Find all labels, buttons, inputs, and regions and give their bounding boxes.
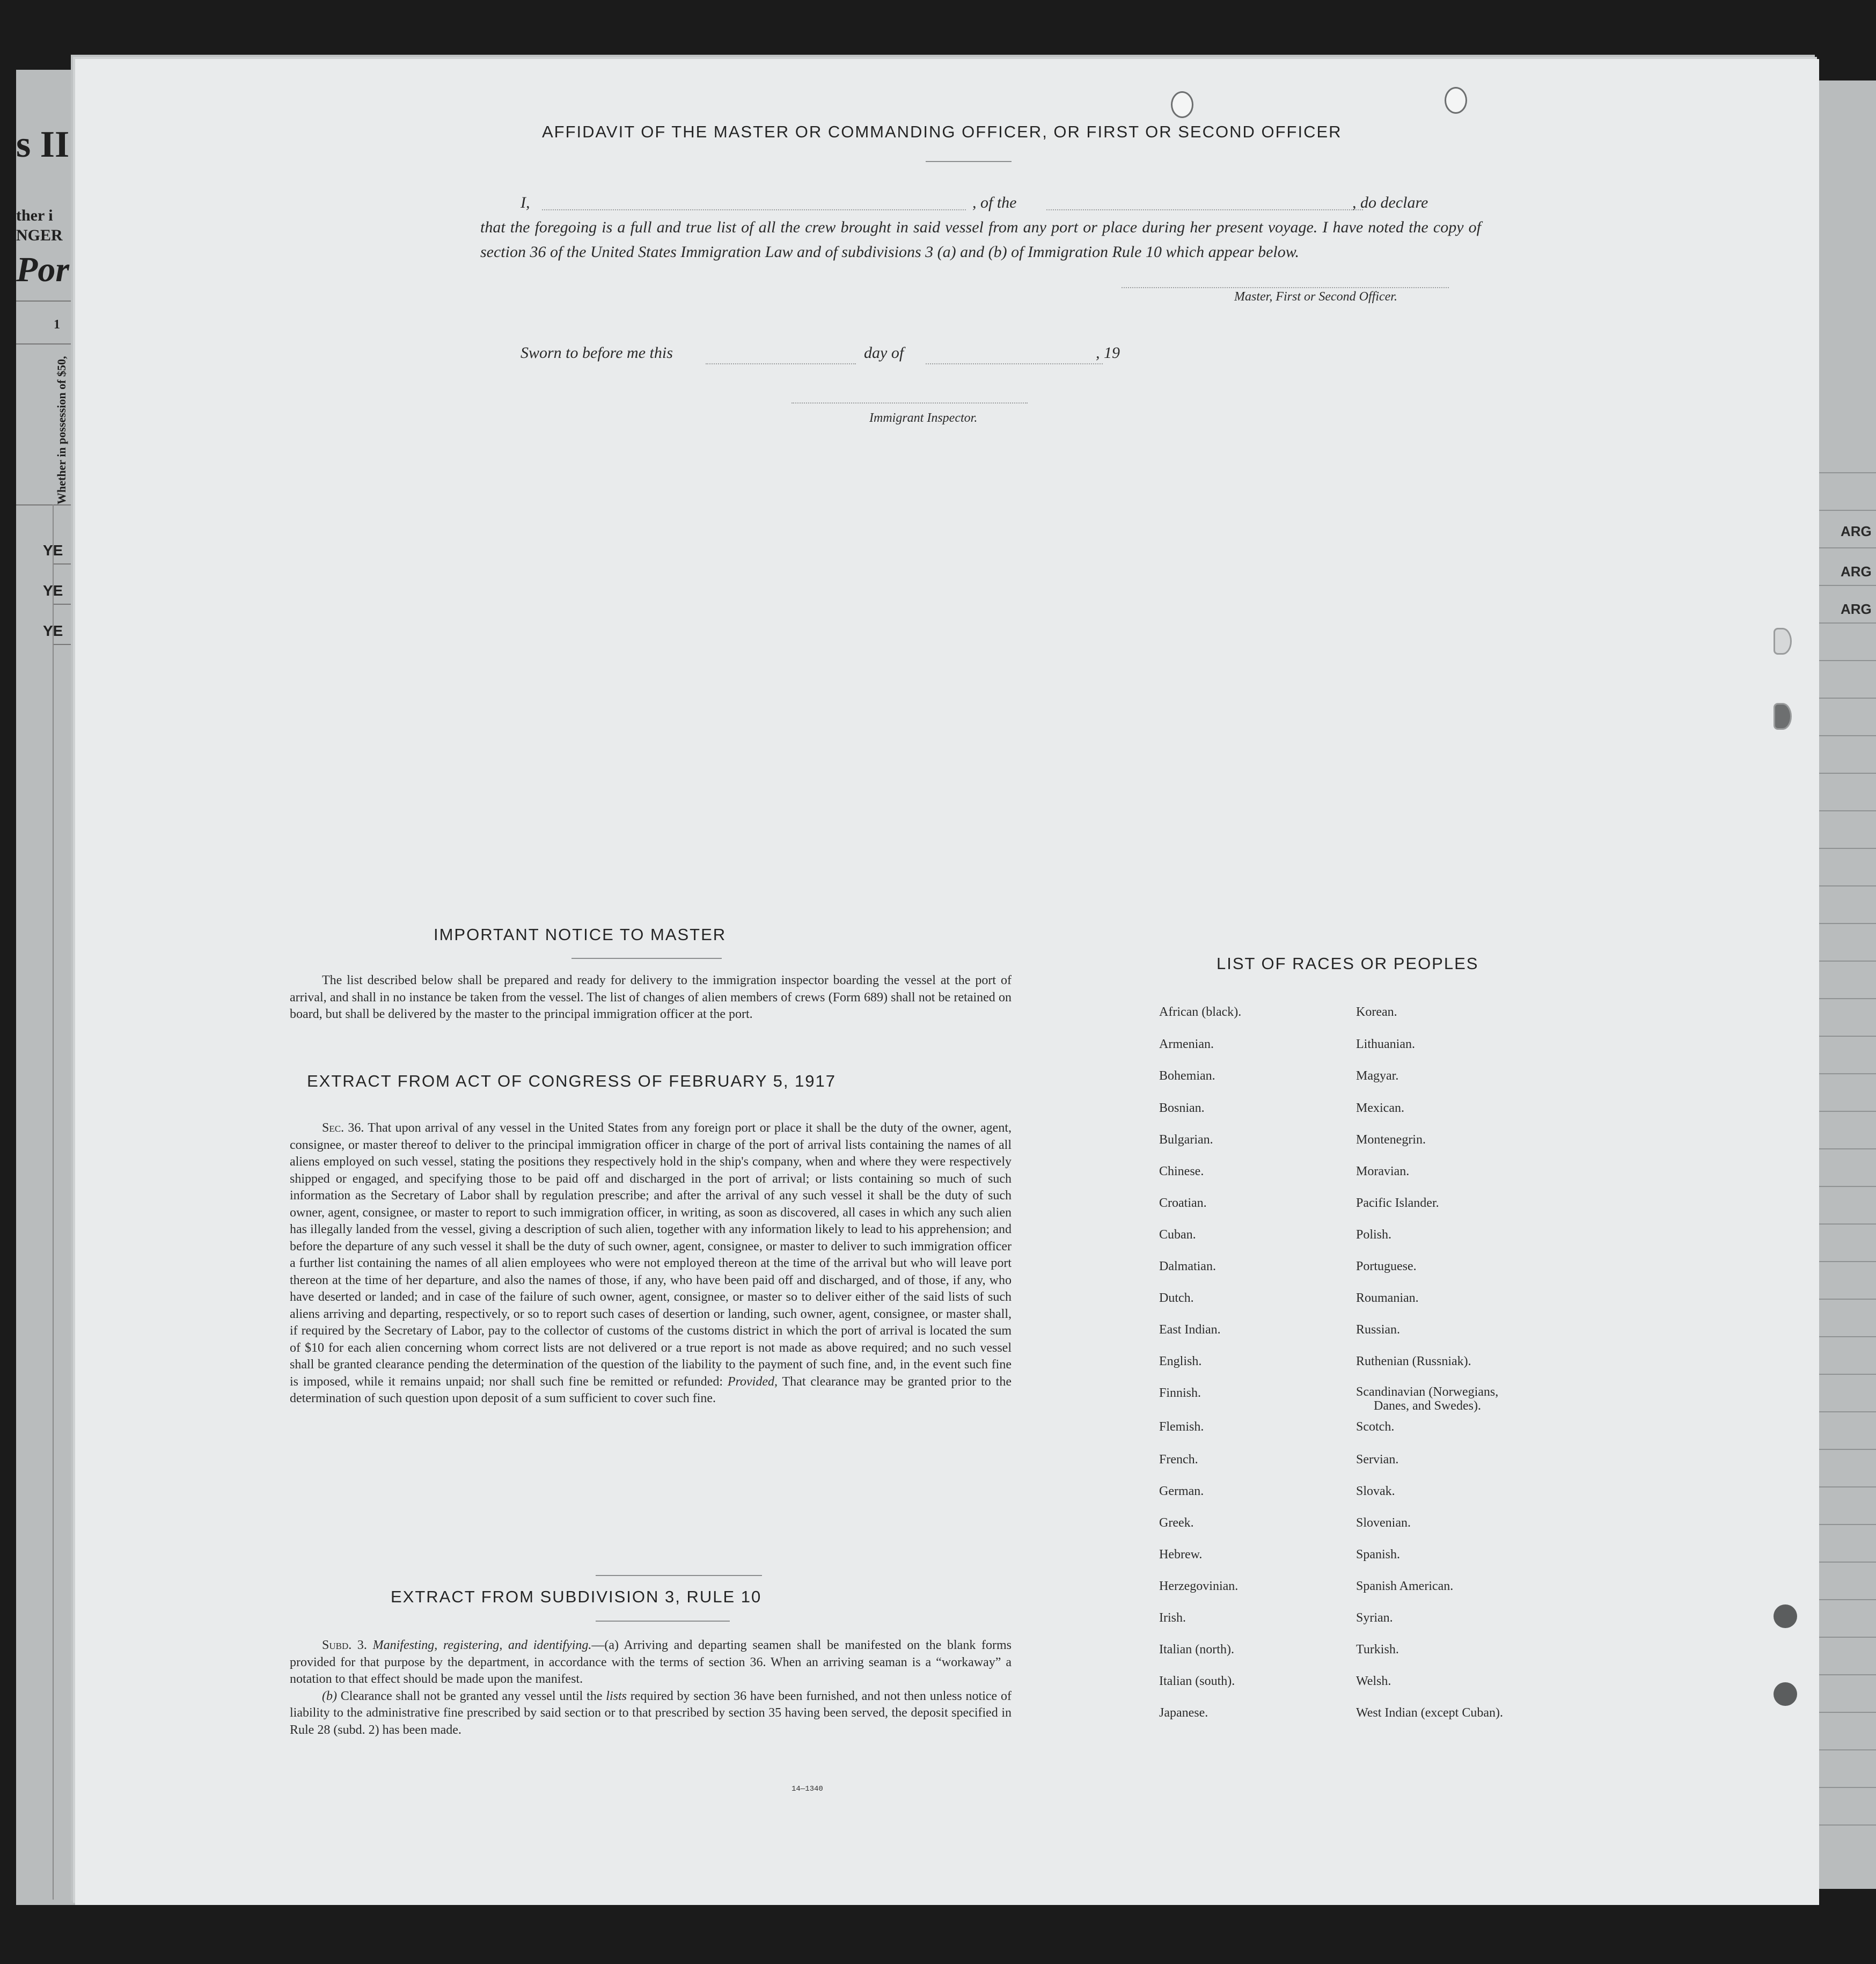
race-item: East Indian. (1159, 1323, 1221, 1337)
race-item: Korean. (1356, 1005, 1397, 1019)
race-item: French. (1159, 1453, 1198, 1467)
race-item: Portuguese. (1356, 1259, 1417, 1273)
race-item: Italian (north). (1159, 1643, 1234, 1657)
race-item: Polish. (1356, 1228, 1392, 1242)
race-item: Lithuanian. (1356, 1037, 1415, 1051)
act-text (290, 1120, 1012, 1408)
bg-fragment: NGER (16, 226, 63, 244)
subd-a-text: Arriving and departing seamen shall be manifested on the blank forms provided for that purpose by the department, in accordance with the terms of section 36. When an arriving seaman is a “workaway” a notation to that effect should be made upon the manifest. (290, 1638, 1012, 1686)
race-item: Slovak. (1356, 1484, 1395, 1498)
affidavit-heading: AFFIDAVIT OF THE MASTER OR COMMANDING OFFICER, OR FIRST OR SECOND OFFICER (542, 122, 1342, 141)
race-item: Bulgarian. (1159, 1133, 1213, 1147)
bg-fragment: 1 (54, 318, 60, 332)
subd-b-lists: lists (606, 1689, 627, 1703)
rule-heading: EXTRACT FROM SUBDIVISION 3, RULE 10 (391, 1587, 762, 1606)
race-item: West Indian (except Cuban). (1356, 1706, 1503, 1720)
race-item: German. (1159, 1484, 1204, 1498)
race-item: Mexican. (1356, 1101, 1404, 1115)
bg-fragment: YE (43, 622, 63, 639)
race-item: Herzegovinian. (1159, 1579, 1239, 1593)
race-item: Pacific Islander. (1356, 1196, 1439, 1210)
race-item: Spanish American. (1356, 1579, 1454, 1593)
bg-fragment: YE (43, 542, 63, 559)
race-item: Scotch. (1356, 1420, 1395, 1434)
race-item: Greek. (1159, 1516, 1194, 1530)
race-item: Ruthenian (Russniak). (1356, 1354, 1471, 1368)
signature-caption: Master, First or Second Officer. (1234, 290, 1397, 304)
binder-hole (1774, 628, 1792, 655)
race-item: Cuban. (1159, 1228, 1196, 1242)
race-item: Flemish. (1159, 1420, 1204, 1434)
provided-label: Provided, (727, 1374, 778, 1389)
race-item: Russian. (1356, 1323, 1401, 1337)
subd-title: Manifesting, registering, and identifying. (372, 1638, 592, 1652)
subd-b-text-2: required by section 36 have been furnished, and not then unless notice of liability to the administrative fine prescribed by said section or to that prescribed by section 35 having been served, the deposit specified in Rule 28 (subd. 2) has been made. (290, 1689, 1012, 1737)
race-item: Hebrew. (1159, 1548, 1203, 1562)
race-item: Dalmatian. (1159, 1259, 1216, 1273)
inspector-blank (792, 402, 1028, 404)
race-item: Servian. (1356, 1453, 1399, 1467)
affidavit-of-the-label: , of the (972, 194, 1017, 211)
name-blank (542, 209, 966, 210)
inspector-caption: Immigrant Inspector. (869, 411, 978, 425)
year-label: , 19 (1096, 344, 1120, 362)
bg-fragment: Whether in possession of $50, (55, 356, 68, 504)
race-item: Danes, and Swedes). (1374, 1399, 1481, 1413)
month-blank (926, 363, 1103, 364)
form-number: 14—1340 (792, 1785, 823, 1793)
bg-fragment: s II (16, 124, 70, 165)
race-item: Armenian. (1159, 1037, 1214, 1051)
binder-hole (1774, 703, 1792, 730)
races-heading: LIST OF RACES OR PEOPLES (1217, 954, 1479, 973)
binder-hole (1774, 1682, 1797, 1706)
subd-b-mark: (b) (322, 1689, 337, 1703)
race-item: Roumanian. (1356, 1291, 1419, 1305)
race-item: Magyar. (1356, 1069, 1399, 1083)
race-item: Chinese. (1159, 1164, 1204, 1178)
subd-b-text-1: Clearance shall not be granted any vessel until the (340, 1689, 603, 1703)
race-item: Japanese. (1159, 1706, 1208, 1720)
affidavit-declare-label: , do declare (1352, 194, 1428, 211)
act-body: That upon arrival of any vessel in the United States from any foreign port or place it shall be the duty of the owner, agent, consignee, or master thereof to deliver to the principal immigration officer in charge of the port of arrival lists containing the names of all aliens employed on such vessel, stating the positions they respectively hold in the ship's company, when and where they were respectively shipped or engaged, and specifying those to be paid off and discharged in the port of arrival; or lists containing so much of such information as the Secretary of Labor shall by regulation prescribe; and after the arrival of any such vessel it shall be the duty of such owner, agent, consignee, or master to report to such immigration officer, in writing, as soon as discovered, all cases in which any such alien has illegally landed from the vessel, giving a description of such alien, together with any information likely to lead to his apprehension; and before the departure of any such vessel it shall be the duty of such owner, agent, consignee, or master to deliver to such immigration officer a further list containing the names of all alien employees who were not employed thereon at the time of the arrival but who will leave port thereon at the time of her departure, and also the names of those, if any, who have been paid off and discharged, and of those, if any, who have deserted or landed; and in case of the failure of such owner, agent, consignee, or master so to deliver either of the said lists of such aliens arriving and departing, respectively, or so to report such cases of desertion or landing, such owner, agent, consignee, or master shall, if required by the Secretary of Labor, pay to the collector of customs of the customs district in which the port of arrival is located the sum of $10 for each alien concerning whom correct lists are not delivered or a true report is not made as above required; and no such vessel shall be granted clearance pending the determination of the question of the liability to the payment of such fine, and, in the event such fine is imposed, while it remains unpaid; nor shall such fine be remitted or refunded: (290, 1121, 1012, 1389)
race-item: Dutch. (1159, 1291, 1194, 1305)
notice-heading: IMPORTANT NOTICE TO MASTER (434, 925, 727, 944)
bg-fragment: ther i (16, 207, 53, 224)
race-item: Finnish. (1159, 1386, 1201, 1400)
act-heading: EXTRACT FROM ACT OF CONGRESS OF FEBRUARY 5, 1917 (307, 1072, 837, 1090)
bg-fragment: YE (43, 582, 63, 599)
race-item: Scandinavian (Norwegians, (1356, 1385, 1499, 1399)
race-item: English. (1159, 1354, 1202, 1368)
race-item: African (black). (1159, 1005, 1242, 1019)
race-item: Irish. (1159, 1611, 1186, 1625)
sworn-label: Sworn to before me this (521, 344, 673, 362)
race-item: Croatian. (1159, 1196, 1207, 1210)
bg-fragment: ARG (1841, 601, 1872, 617)
race-item: Slovenian. (1356, 1516, 1411, 1530)
affidavit-body: that the foregoing is a full and true list of all the crew brought in said vessel from any port or place during her present voyage. I have noted the copy of section 36 of the United States Immigration Law and of subdivisions 3 (a) and (b) of Immigration Rule 10 which appear below. (480, 218, 1481, 261)
day-blank (706, 363, 856, 364)
race-item: Montenegrin. (1356, 1133, 1426, 1147)
binder-hole (1774, 1604, 1797, 1628)
race-item: Welsh. (1356, 1674, 1391, 1688)
notice-text: The list described below shall be prepared and ready for delivery to the immigration inspector boarding the vessel at the port of arrival, and shall in no instance be taken from the vessel. The list of changes of alien members of crews (Form 689) shall not be retained on board, but shall be delivered by the master to the principal immigration officer at the port. (290, 973, 1012, 1021)
race-item: Spanish. (1356, 1548, 1401, 1562)
race-item: Moravian. (1356, 1164, 1410, 1178)
race-item: Syrian. (1356, 1611, 1393, 1625)
document-page (75, 59, 1819, 1905)
act-body-end: That clearance may be granted prior to the determination of such question upon deposit of a sum sufficient to cover such fine. (290, 1374, 1012, 1405)
race-item: Bosnian. (1159, 1101, 1205, 1115)
sec-label: Sec. 36. (322, 1121, 364, 1135)
rule-text (290, 1637, 1012, 1739)
race-item: Bohemian. (1159, 1069, 1215, 1083)
subd-a-mark: —(a) (591, 1638, 619, 1652)
affidavit-i-label: I, (521, 194, 530, 211)
bg-fragment: Por (16, 250, 69, 289)
binder-hole (1171, 91, 1193, 118)
vessel-blank (1046, 209, 1363, 210)
bg-fragment: ARG (1841, 563, 1872, 580)
binder-hole (1445, 87, 1467, 114)
race-item: Italian (south). (1159, 1674, 1235, 1688)
subd-label: Subd. 3. (322, 1638, 367, 1652)
day-of-label: day of (864, 344, 904, 362)
race-item: Turkish. (1356, 1643, 1399, 1657)
bg-fragment: ARG (1841, 523, 1872, 539)
